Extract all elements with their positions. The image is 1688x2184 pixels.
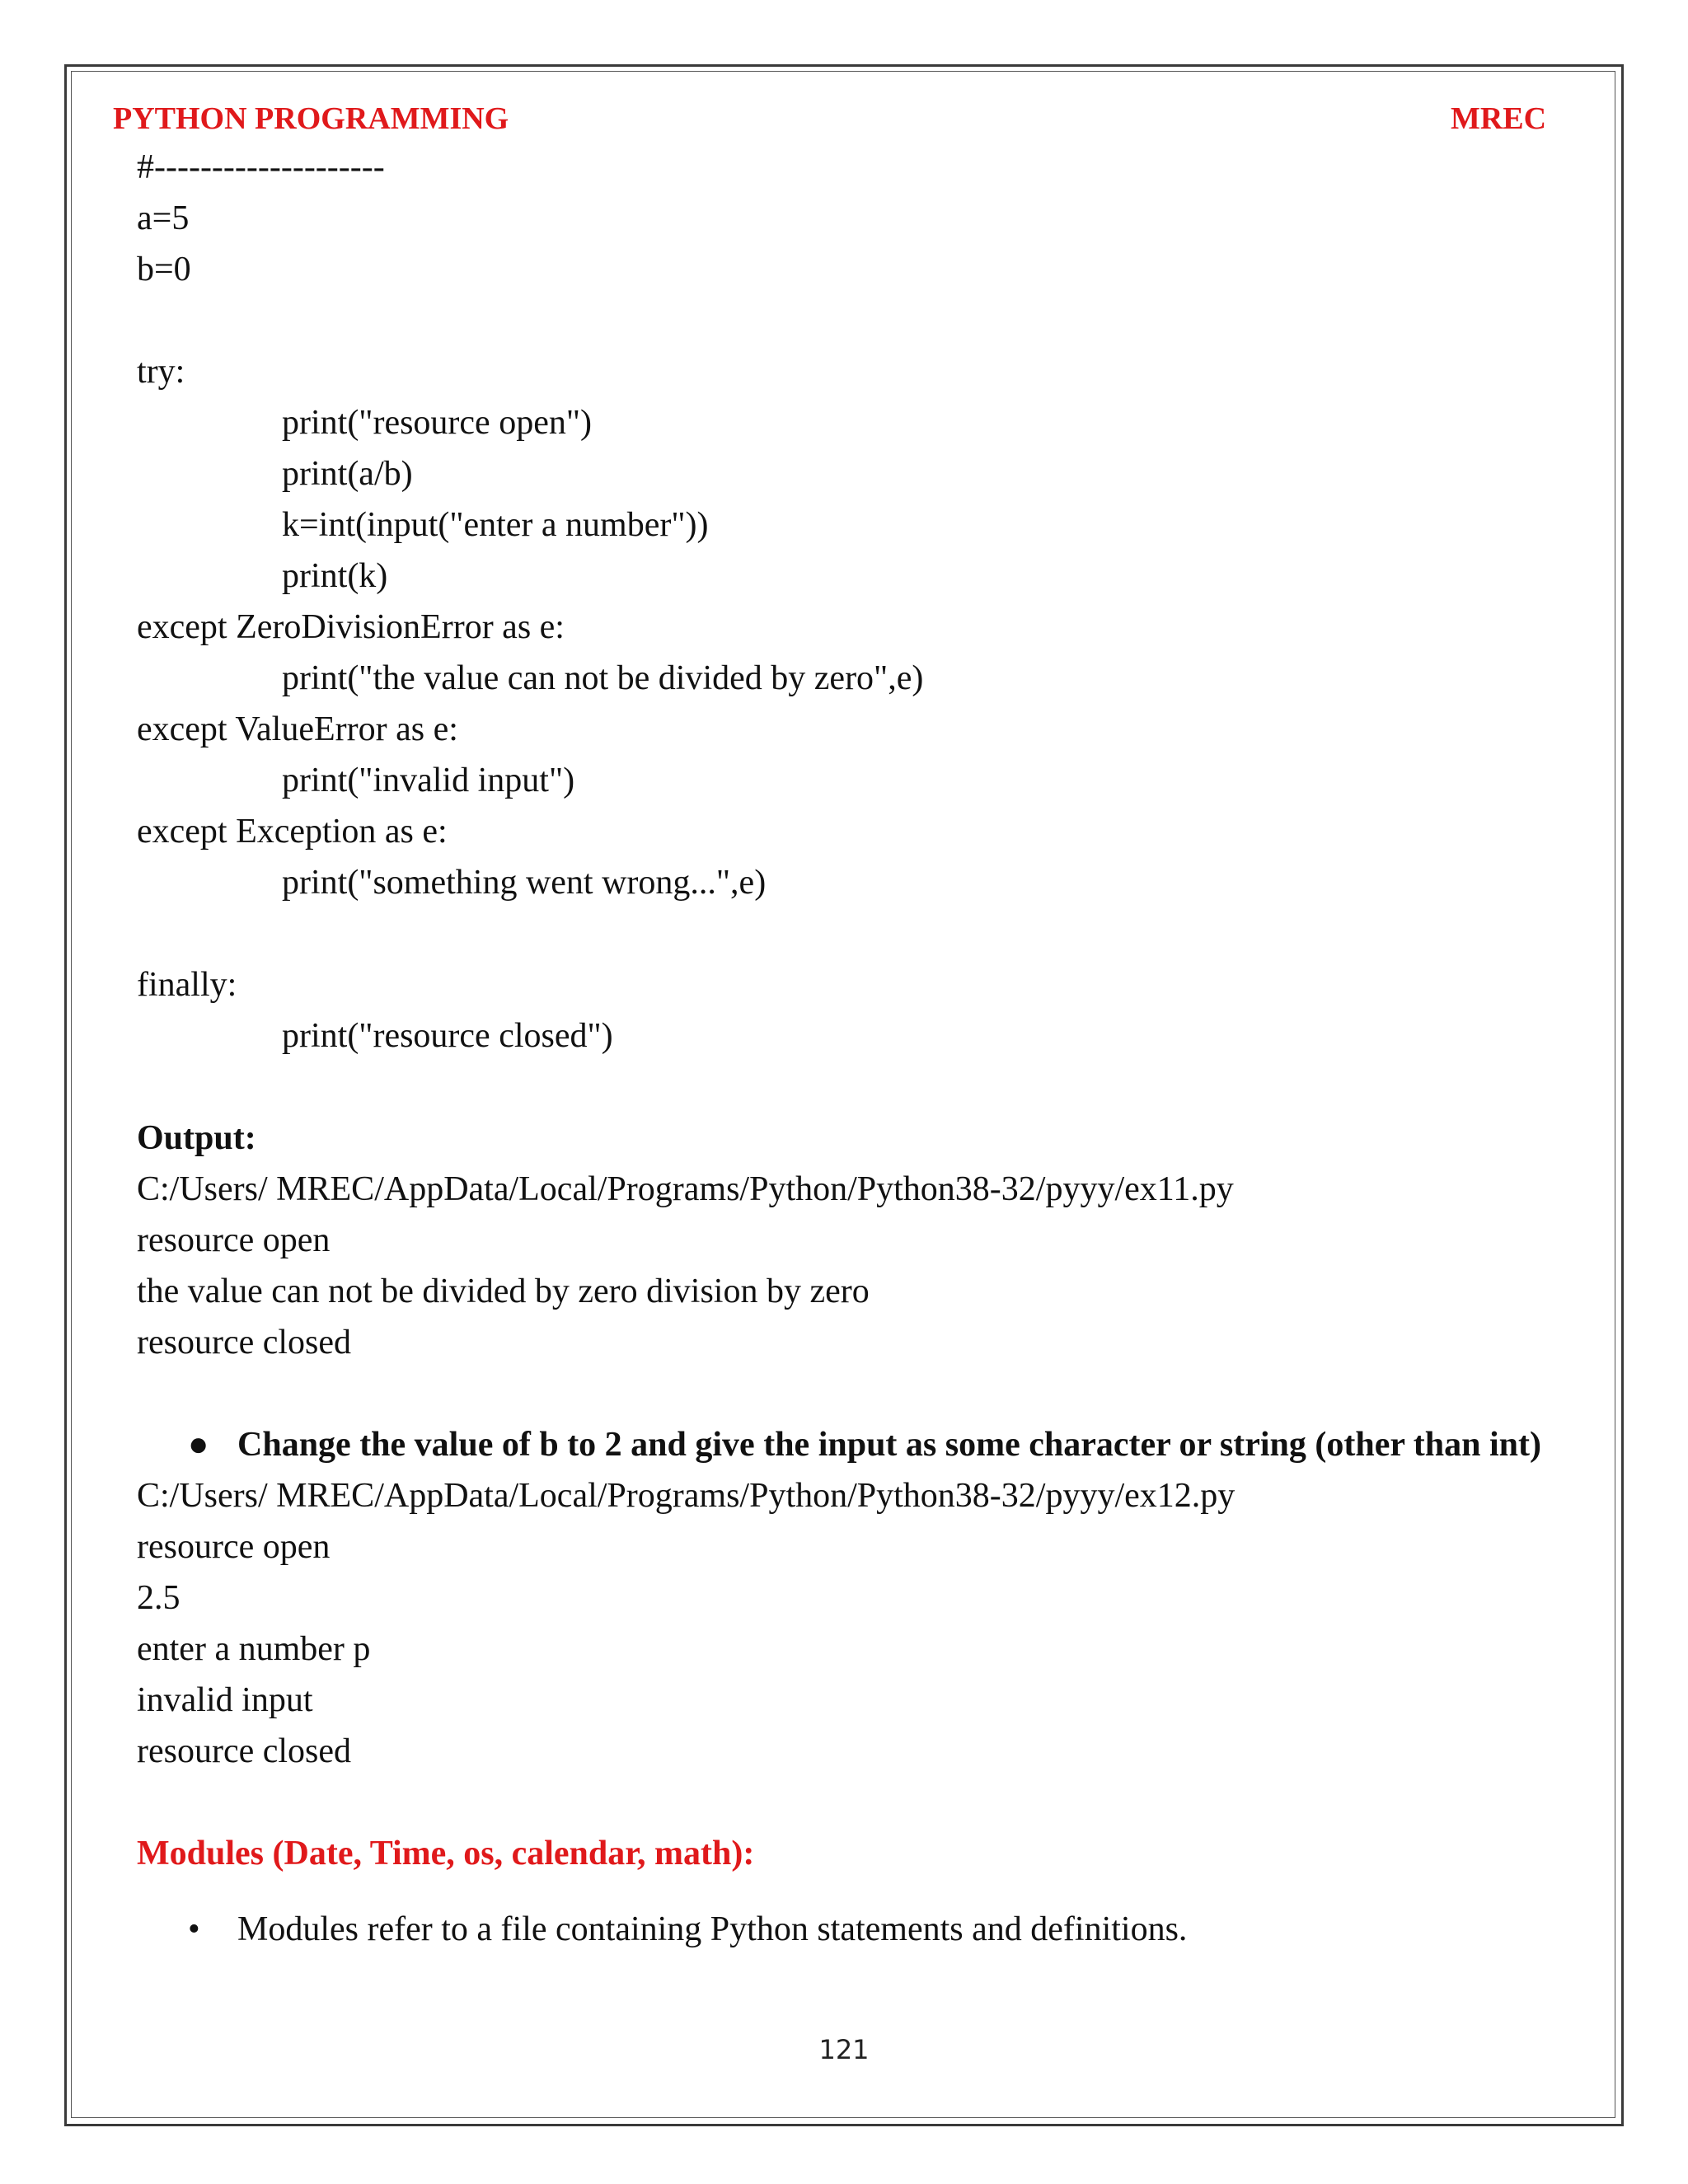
code-line-a: a=5 (137, 199, 190, 237)
blank-line (137, 1368, 1554, 1419)
output-heading: Output: (137, 1119, 256, 1157)
code-except-zero-body: print("the value can not be divided by zero",e) (282, 659, 924, 697)
bullet-dot-icon: ● (188, 1426, 209, 1464)
code-except-value: except ValueError as e: (137, 710, 458, 748)
output-line: the value can not be divided by zero division by zero (137, 1272, 870, 1310)
code-try-body-line: k=int(input("enter a number")) (282, 506, 709, 544)
code-except-exception: except Exception as e: (137, 813, 448, 851)
code-except-zero: except ZeroDivisionError as e: (137, 608, 565, 646)
change-bullet-text: Change the value of b to 2 and give the input as some character or string (other than int) (237, 1426, 1541, 1464)
bullet-dot-icon: • (188, 1910, 200, 1948)
code-separator: #-------------------- (137, 148, 385, 186)
code-except-value-body: print("invalid input") (282, 762, 575, 799)
modules-bullet-item (137, 1904, 1554, 1955)
output-line: resource open (137, 1221, 331, 1259)
output-line: resource closed (137, 1732, 352, 1770)
code-try-body-line: print(a/b) (282, 455, 413, 493)
output-line: invalid input (137, 1681, 313, 1719)
modules-bullet-text: Modules refer to a file containing Python statements and definitions. (237, 1910, 1188, 1948)
code-line-b: b=0 (137, 251, 191, 288)
code-finally-body: print("resource closed") (282, 1017, 613, 1055)
modules-heading: Modules (Date, Time, os, calendar, math): (137, 1835, 755, 1872)
blank-line (137, 1777, 1554, 1828)
code-finally: finally: (137, 966, 237, 1004)
output-line: C:/Users/ MREC/AppData/Local/Programs/Python/Python38-32/pyyy/ex12.py (137, 1477, 1236, 1515)
header-institution: MREC (1451, 101, 1547, 136)
code-try-body-line: print("resource open") (282, 404, 592, 442)
page-number: 121 (818, 2034, 870, 2065)
blank-line (137, 908, 1554, 959)
change-bullet-item (137, 1419, 1554, 1470)
output-line: enter a number p (137, 1630, 371, 1668)
code-try-body-line: print(k) (282, 557, 388, 595)
code-try: try: (137, 353, 185, 391)
blank-line (137, 295, 1554, 346)
code-except-exception-body: print("something went wrong...",e) (282, 864, 767, 902)
output-line: resource open (137, 1528, 331, 1566)
output-line: 2.5 (137, 1579, 181, 1617)
blank-line (137, 1062, 1554, 1113)
header-title: PYTHON PROGRAMMING (113, 101, 509, 136)
output-line: resource closed (137, 1324, 352, 1361)
output-line: C:/Users/ MREC/AppData/Local/Programs/Python/Python38-32/pyyy/ex11.py (137, 1170, 1234, 1208)
page-content (137, 142, 1554, 1955)
